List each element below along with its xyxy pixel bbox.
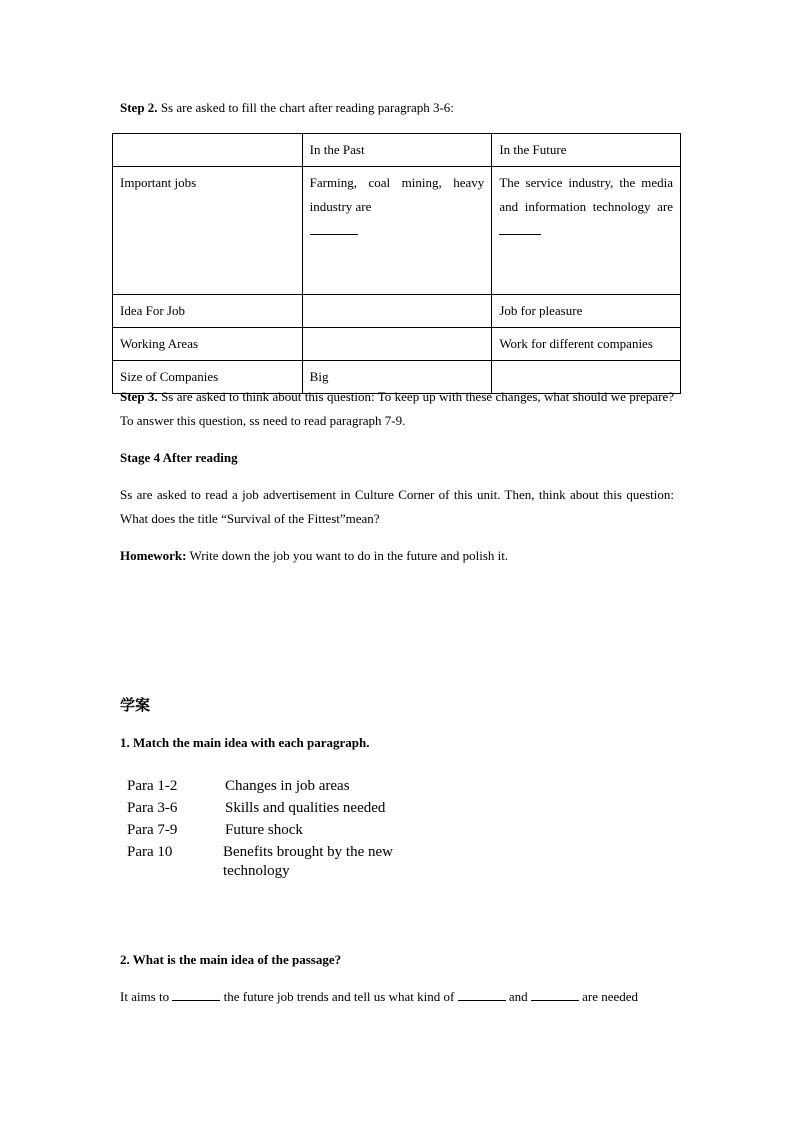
q2-text-1: It aims to: [120, 989, 173, 1004]
question2-fill: [120, 985, 680, 1009]
answer-blank[interactable]: [172, 988, 220, 1001]
comparison-chart: [112, 133, 681, 394]
row-label: Important jobs: [113, 167, 303, 295]
chart-header-past: In the Past: [302, 134, 492, 167]
match-row: [127, 821, 303, 839]
question2-title: 2. What is the main idea of the passage?: [120, 952, 342, 967]
match-para: Para 3-6: [127, 800, 178, 816]
answer-blank[interactable]: [458, 988, 506, 1001]
chart-header-future: In the Future: [492, 134, 681, 167]
past-cell: Big: [302, 361, 492, 394]
match-idea: Skills and qualities needed: [225, 800, 386, 816]
past-cell: [302, 328, 492, 361]
section-heading-xuean: 学案: [120, 696, 151, 714]
past-text: Farming, coal mining, heavy industry are: [309, 175, 485, 214]
future-cell: Job for pleasure: [492, 295, 681, 328]
step2-label: Step 2.: [120, 100, 158, 115]
match-idea: Changes in job areas: [225, 778, 350, 794]
match-para: Para 1-2: [127, 778, 178, 794]
q2-text-3: and: [505, 989, 531, 1004]
row-label: Working Areas: [113, 328, 303, 361]
chart-header-empty: [113, 134, 303, 167]
step2-paragraph: [120, 96, 680, 120]
answer-blank: [499, 220, 541, 235]
step3-label: Step 3.: [120, 389, 158, 404]
chart-header-row: [113, 134, 681, 167]
answer-blank[interactable]: [531, 988, 579, 1001]
row-label: Size of Companies: [113, 361, 303, 394]
q2-text-2: the future job trends and tell us what kind of: [220, 989, 458, 1004]
stage4-title: Stage 4 After reading: [120, 450, 238, 465]
match-row: [127, 799, 385, 817]
step3-text: Ss are asked to think about this question: To keep up with these changes, what should we prepare? To answer this question, ss need to read paragraph 7-9.: [120, 389, 674, 428]
match-row: [127, 777, 350, 795]
question1-title: 1. Match the main idea with each paragraph.: [120, 735, 370, 750]
future-cell: [492, 167, 681, 295]
chart-row-important-jobs: [113, 167, 681, 295]
chart-row-idea-for-job: [113, 295, 681, 328]
answer-blank: [310, 220, 358, 235]
future-cell: Work for different companies: [492, 328, 681, 361]
q2-text-4: are needed: [578, 989, 639, 1004]
homework-label: Homework:: [120, 548, 187, 563]
match-para: Para 10: [127, 844, 173, 860]
match-idea-continued: technology: [223, 863, 290, 879]
stage4-text: Ss are asked to read a job advertisement in Culture Corner of this unit. Then, think about this question: What does the title “Survival of the Fittest”mean?: [120, 487, 674, 526]
future-text: The service industry, the media and information technology are: [499, 175, 673, 214]
step3-paragraph: [120, 385, 674, 433]
match-idea: Future shock: [225, 822, 303, 838]
homework-paragraph: [120, 544, 680, 568]
match-para: Para 7-9: [127, 822, 178, 838]
match-row: [127, 843, 393, 861]
chart-row-working-areas: [113, 328, 681, 361]
row-label: Idea For Job: [113, 295, 303, 328]
past-cell: [302, 295, 492, 328]
match-idea: Benefits brought by the new: [223, 844, 393, 860]
step2-text: Ss are asked to fill the chart after reading paragraph 3-6:: [157, 100, 454, 115]
past-cell: [302, 167, 492, 295]
homework-text: Write down the job you want to do in the future and polish it.: [186, 548, 509, 563]
